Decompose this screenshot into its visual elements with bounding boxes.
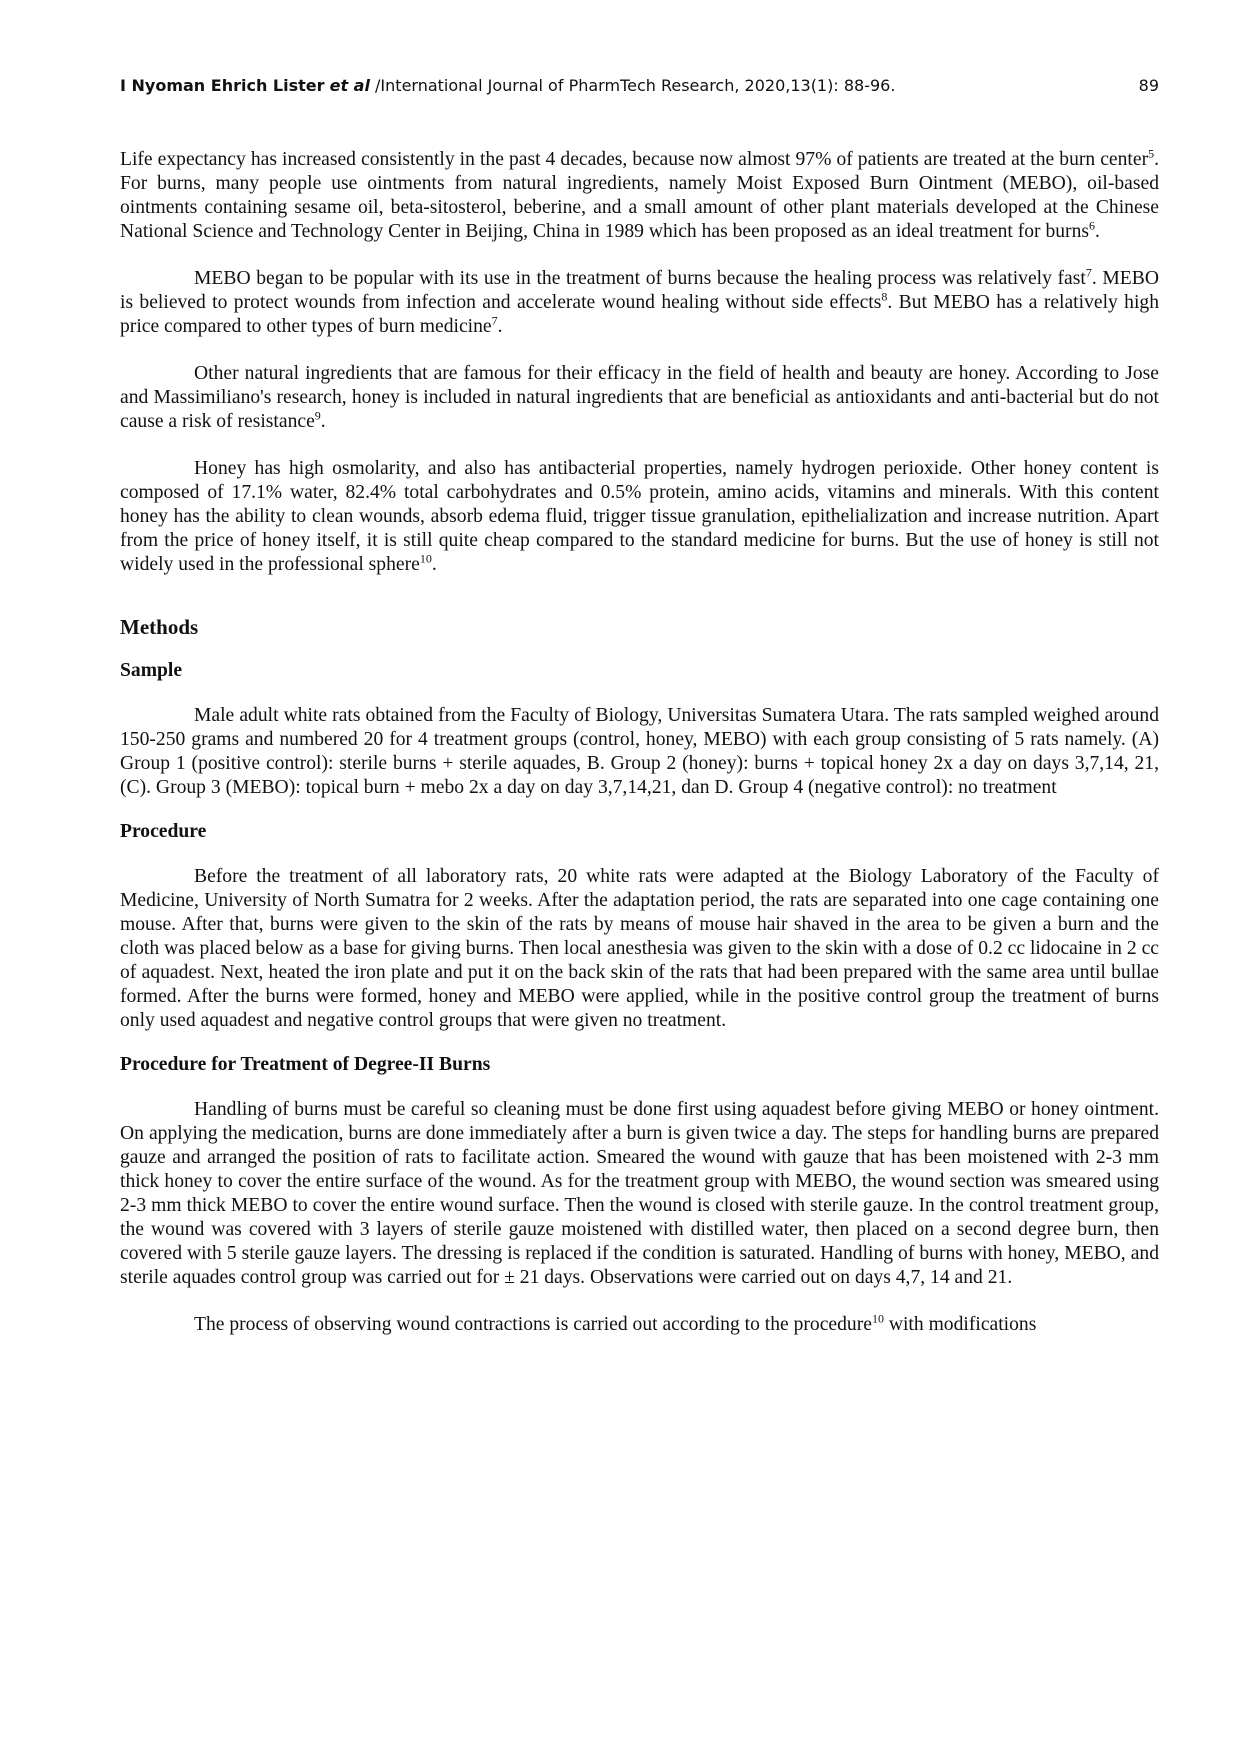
text-run: . For burns, many people use ointments from natural ingredients, namely Moist Exposed Burn Ointment (MEBO), oil-based ointments containing sesame oil, beta-sitosterol, beberine, and a small amount of other plant materials developed at the Chinese National Science and Technology Center in Beijing, China in 1989 which has been proposed as an ideal treatment for burns — [120, 149, 1159, 242]
paragraph-3 — [120, 362, 1159, 434]
citation-ref: 5 — [1148, 146, 1155, 161]
text-run: . — [497, 316, 503, 337]
paragraph-2 — [120, 267, 1159, 339]
text-run: Life expectancy has increased consistently in the past 4 decades, because now almost 97% of patients are treated at the burn center — [120, 149, 1149, 170]
citation-ref: 6 — [1089, 218, 1095, 233]
text-run: with modifications — [883, 1314, 1037, 1335]
citation-ref: 8 — [881, 289, 888, 304]
paragraph-1 — [120, 148, 1159, 244]
citation-ref: 10 — [419, 551, 432, 566]
procedure-paragraph: Before the treatment of all laboratory rats, 20 white rats were adapted at the Biology Laboratory of the Faculty of Medicine, University of North Sumatra for 2 weeks. After the adaptation period, the rats are separated into one cage containing one mouse. After that, burns were given to the skin of the rats by means of mouse hair shaved in the area to be given a burn and the cloth was placed below as a base for giving burns. Then local anesthesia was given to the skin with a dose of 0.2 cc lidocaine in 2 cc of aquadest. Next, heated the iron plate and put it on the back skin of the rats that had been prepared with the same area until bullae formed. After the burns were formed, honey and MEBO were applied, while in the positive control group the treatment of burns only used aquadest and negative control groups that were given no treatment. — [120, 866, 1159, 1031]
section-heading-methods: Methods — [120, 615, 199, 639]
degree2-paragraph: Handling of burns must be careful so cleaning must be done first using aquadest before giving MEBO or honey ointment. On applying the medication, burns are done immediately after a burn is given twice a day. The steps for handling burns are prepared gauze and arranged the position of rats to facilitate action. Smeared the wound with gauze that has been moistened with 2-3 mm thick honey to cover the entire surface of the wound. As for the treatment group with MEBO, the wound section was smeared using 2-3 mm thick MEBO to cover the entire wound surface. Then the wound is closed with sterile gauze. In the control treatment group, the wound was covered with 3 layers of sterile gauze moistened with distilled water, then placed on a second degree burn, then covered with 5 sterile gauze layers. The dressing is replaced if the condition is saturated. Handling of burns with honey, MEBO, and sterile aquades control group was carried out for ± 21 days. Observations were carried out on days 4,7, 14 and 21. — [120, 1099, 1159, 1288]
paragraph-4 — [120, 457, 1159, 577]
text-run: MEBO began to be popular with its use in the treatment of burns because the healing process was relatively fast — [194, 268, 1086, 289]
text-run: . — [1095, 221, 1100, 242]
text-run: The process of observing wound contractions is carried out according to the procedure — [194, 1314, 872, 1335]
text-run: Other natural ingredients that are famous for their efficacy in the field of health and beauty are honey. According to Jose and Massimiliano's research, honey is included in natural ingredients that are beneficial as antioxidants and anti-bacterial but do not cause a risk of resistance — [120, 363, 1159, 432]
body-text — [120, 148, 1159, 1337]
text-run: . — [431, 554, 437, 575]
citation-ref: 7 — [491, 313, 498, 328]
citation-ref: 9 — [314, 408, 321, 423]
observation-paragraph — [120, 1313, 1159, 1337]
sample-paragraph: Male adult white rats obtained from the Faculty of Biology, Universitas Sumatera Utara. The rats sampled weighed around 150-250 grams and numbered 20 for 4 treatment groups (control, honey, MEBO) with each group consisting of 5 rats namely. (A) Group 1 (positive control): sterile burns + sterile aquades, B. Group 2 (honey): burns + topical honey 2x a day on days 3,7,14, 21, (C). Group 3 (MEBO): topical burn + mebo 2x a day on day 3,7,14,21, dan D. Group 4 (negative control): no treatment — [120, 705, 1159, 798]
header-etal: et al — [329, 76, 370, 95]
running-header — [120, 76, 1159, 100]
text-run: . — [320, 411, 326, 432]
subheading-sample: Sample — [120, 660, 183, 681]
citation-ref: 10 — [871, 1311, 884, 1326]
text-run: . MEBO is believed to protect wounds from infection and accelerate wound healing without side effects — [120, 268, 1159, 313]
header-journal: /International Journal of PharmTech Research, 2020,13(1): 88-96. — [369, 76, 896, 95]
subheading-degree2: Procedure for Treatment of Degree-II Burns — [120, 1054, 491, 1075]
citation-ref: 7 — [1085, 265, 1092, 280]
text-run: . But MEBO has a relatively high price compared to other types of burn medicine — [120, 292, 1160, 337]
header-author: I Nyoman Ehrich Lister — [120, 76, 325, 95]
text-run: Honey has high osmolarity, and also has antibacterial properties, namely hydrogen perioxide. Other honey content is composed of 17.1% water, 82.4% total carbohydrates and 0.5% protein, amino acids, vitamins and minerals. With this content honey has the ability to clean wounds, absorb edema fluid, trigger tissue granulation, epithelialization and increase nutrition. Apart from the price of honey itself, it is still quite cheap compared to the standard medicine for burns. But the use of honey is still not widely used in the professional sphere — [120, 458, 1159, 575]
page-number: 89 — [1138, 76, 1159, 95]
header-citation — [120, 76, 895, 95]
subheading-procedure: Procedure — [120, 821, 207, 842]
